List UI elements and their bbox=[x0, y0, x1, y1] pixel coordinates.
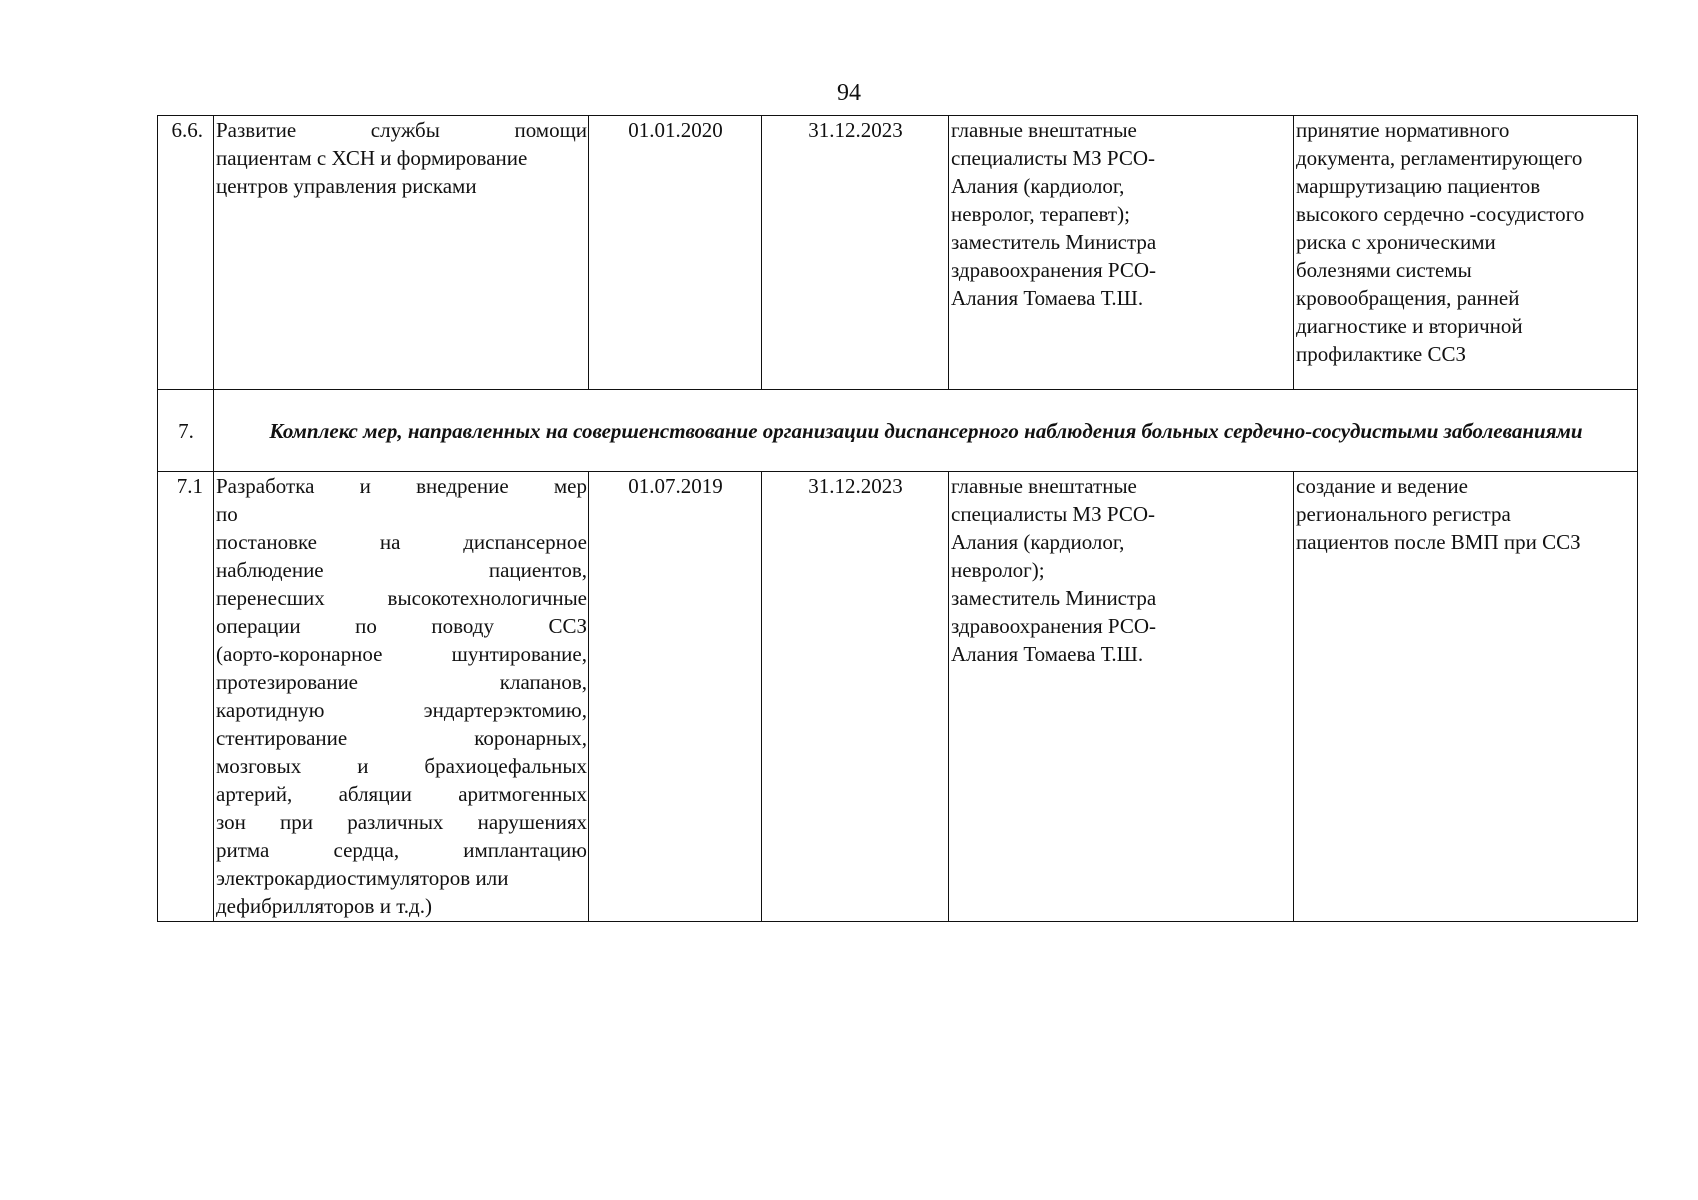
text-line: высокого сердечно -сосудистого bbox=[1296, 202, 1585, 226]
section-title: Комплекс мер, направленных на совершенствование организации диспансерного наблюдения больных сердечно-сосудистыми заболеваниями bbox=[214, 390, 1638, 472]
end-date: 31.12.2023 bbox=[762, 116, 949, 390]
text-line: главные внештатные bbox=[951, 474, 1137, 498]
text-line: Развитие службы помощи bbox=[216, 118, 587, 142]
text-line: создание и ведение bbox=[1296, 474, 1468, 498]
text-line: регионального регистра bbox=[1296, 502, 1511, 526]
text-line: электрокардиостимуляторов или bbox=[216, 866, 509, 890]
text-line: диагностике и вторичной bbox=[1296, 314, 1523, 338]
result-cell bbox=[1294, 472, 1638, 922]
table-row bbox=[158, 116, 1638, 390]
section-header-row bbox=[158, 390, 1638, 472]
text-line: стентирование коронарных, bbox=[216, 726, 587, 750]
text-line: специалисты МЗ РСО- bbox=[951, 146, 1155, 170]
text-line: ритма сердца, имплантацию bbox=[216, 838, 587, 862]
text-line: (аорто-коронарное шунтирование, bbox=[216, 642, 587, 666]
text-line: специалисты МЗ РСО- bbox=[951, 502, 1155, 526]
text-line: пациентам с ХСН и формирование bbox=[216, 146, 528, 170]
text-line: дефибрилляторов и т.д.) bbox=[216, 894, 432, 918]
start-date: 01.01.2020 bbox=[589, 116, 762, 390]
text-line: наблюдение пациентов, bbox=[216, 558, 587, 582]
text-line: принятие нормативного bbox=[1296, 118, 1510, 142]
action-plan-table bbox=[157, 115, 1638, 922]
start-date: 01.07.2019 bbox=[589, 472, 762, 922]
text-line: Алания (кардиолог, bbox=[951, 530, 1125, 554]
text-line: по bbox=[216, 502, 238, 526]
text-line: Разработка и внедрение мер bbox=[216, 474, 587, 498]
text-line: главные внештатные bbox=[951, 118, 1137, 142]
responsible-cell bbox=[949, 472, 1294, 922]
text-line: заместитель Министра bbox=[951, 586, 1157, 610]
text-line: маршрутизацию пациентов bbox=[1296, 174, 1541, 198]
end-date: 31.12.2023 bbox=[762, 472, 949, 922]
page-number: 94 bbox=[837, 80, 861, 106]
text-line: документа, регламентирующего bbox=[1296, 146, 1583, 170]
text-line: постановке на диспансерное bbox=[216, 530, 587, 554]
activity-cell bbox=[214, 116, 589, 390]
text-line: риска с хроническими bbox=[1296, 230, 1496, 254]
text-line: перенесших высокотехнологичные bbox=[216, 586, 587, 610]
text-line: здравоохранения РСО- bbox=[951, 258, 1157, 282]
text-line: заместитель Министра bbox=[951, 230, 1157, 254]
text-line: болезнями системы bbox=[1296, 258, 1472, 282]
result-cell bbox=[1294, 116, 1638, 390]
table-row bbox=[158, 472, 1638, 922]
text-line: центров управления рисками bbox=[216, 174, 477, 198]
text-line: кровообращения, ранней bbox=[1296, 286, 1520, 310]
responsible-cell bbox=[949, 116, 1294, 390]
activity-cell bbox=[214, 472, 589, 922]
row-number: 7.1 bbox=[158, 472, 214, 922]
text-line: Алания (кардиолог, bbox=[951, 174, 1125, 198]
text-line: протезирование клапанов, bbox=[216, 670, 587, 694]
text-line: зон при различных нарушениях bbox=[216, 810, 587, 834]
text-line: пациентов после ВМП при ССЗ bbox=[1296, 530, 1581, 554]
text-line: профилактике ССЗ bbox=[1296, 342, 1467, 366]
text-line: невролог); bbox=[951, 558, 1045, 582]
text-line: артерий, абляции аритмогенных bbox=[216, 782, 587, 806]
row-number: 6.6. bbox=[158, 116, 214, 390]
text-line: мозговых и брахиоцефальных bbox=[216, 754, 587, 778]
text-line: Алания Томаева Т.Ш. bbox=[951, 286, 1144, 310]
text-line: здравоохранения РСО- bbox=[951, 614, 1157, 638]
text-line: каротидную эндартерэктомию, bbox=[216, 698, 587, 722]
text-line: невролог, терапевт); bbox=[951, 202, 1130, 226]
section-number: 7. bbox=[158, 390, 214, 472]
text-line: операции по поводу ССЗ bbox=[216, 614, 587, 638]
text-line: Алания Томаева Т.Ш. bbox=[951, 642, 1144, 666]
